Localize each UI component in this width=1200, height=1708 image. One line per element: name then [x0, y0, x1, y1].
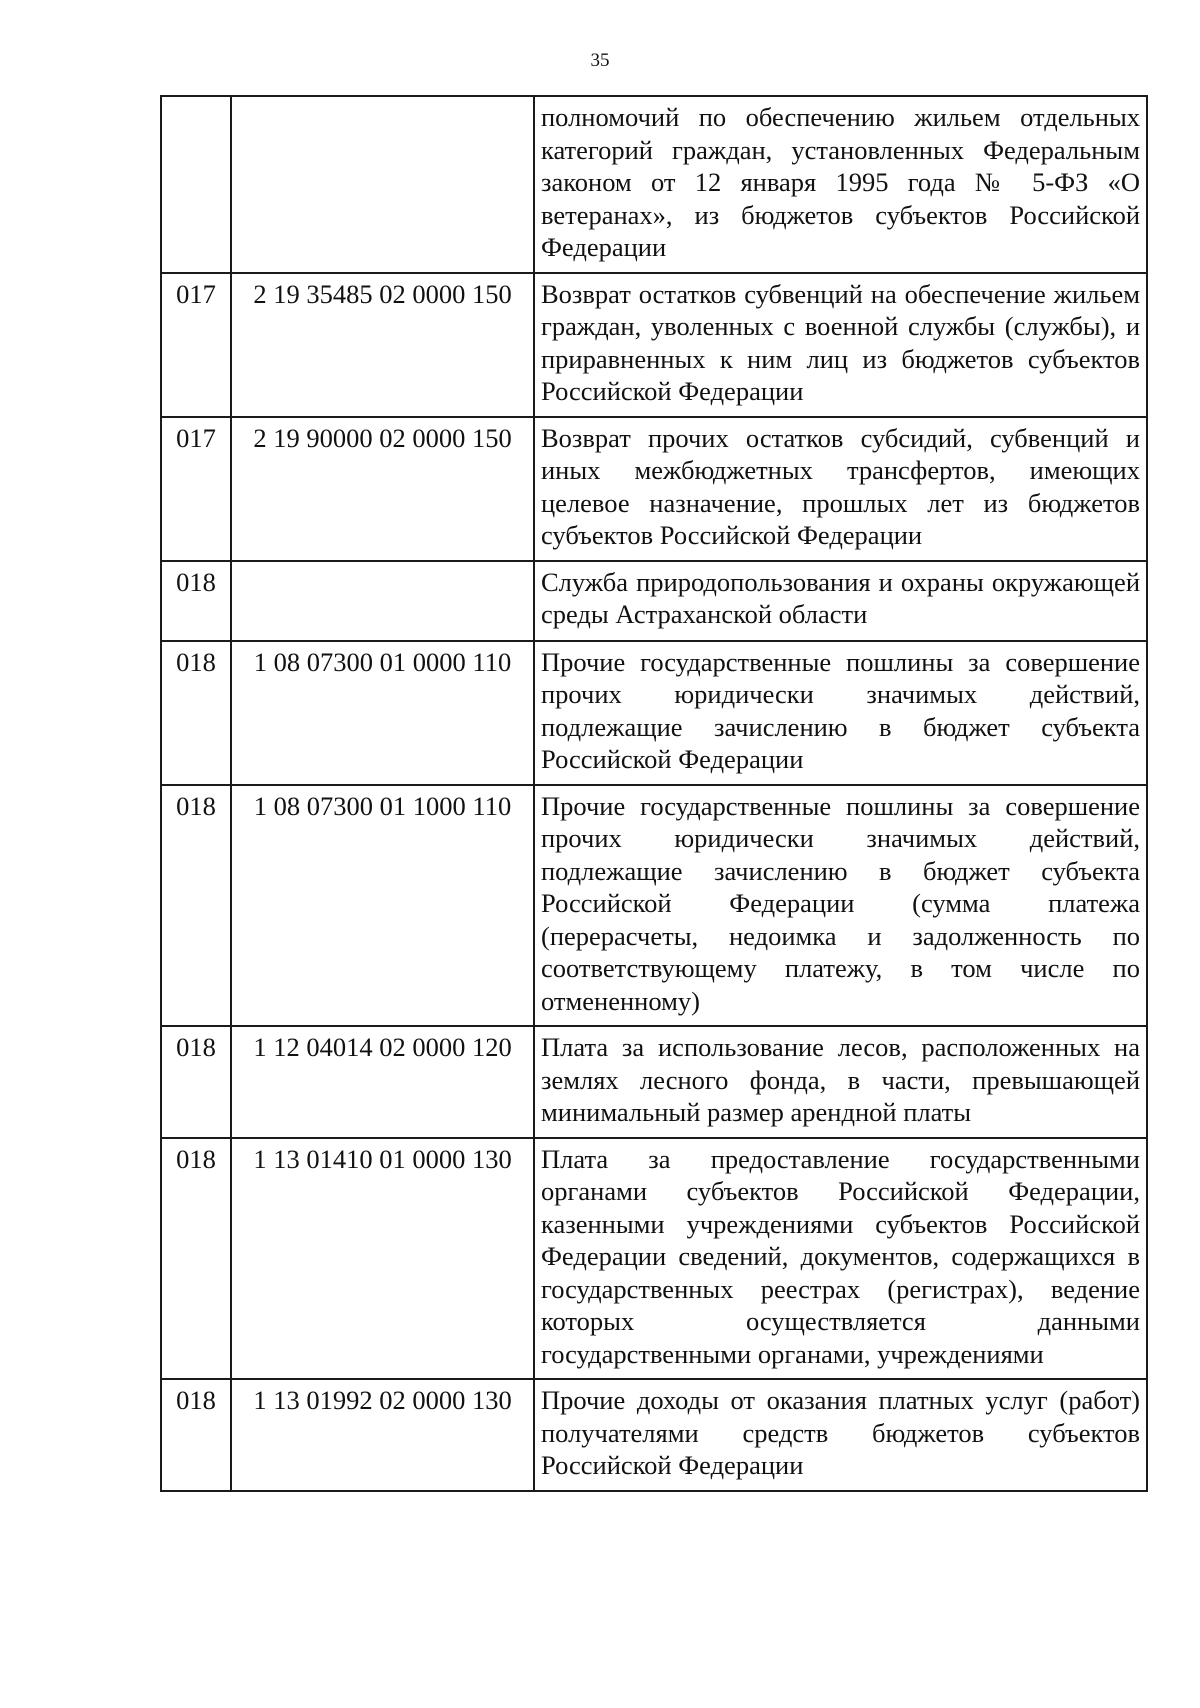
admin-code-cell: 017 — [161, 417, 231, 561]
table-row — [161, 641, 1147, 785]
kbk-code-cell: 1 13 01410 01 0000 130 — [231, 1138, 534, 1380]
revenue-name-cell: полномочий по обеспечению жильем отдельных категорий граждан, установленных Федеральным законом от 12 января 1995 года № 5-ФЗ «О ветеранах», из бюджетов субъектов Российской Федерации — [534, 96, 1147, 273]
kbk-code-cell: 1 13 01992 02 0000 130 — [231, 1379, 534, 1491]
revenue-codes-table — [160, 95, 1148, 1492]
kbk-code-cell: 1 08 07300 01 1000 110 — [231, 785, 534, 1027]
table-row — [161, 561, 1147, 641]
kbk-code-cell: 2 19 35485 02 0000 150 — [231, 273, 534, 417]
kbk-code-cell: 1 12 04014 02 0000 120 — [231, 1026, 534, 1138]
revenue-name-cell: Плата за предоставление государственными органами субъектов Российской Федерации, казенными учреждениями субъектов Российской Федерации сведений, документов, содержащихся в государственных реестрах (регистрах), ведение которых осуществляется данными государственными органами, учреждениями — [534, 1138, 1147, 1380]
revenue-name-cell: Прочие доходы от оказания платных услуг (работ) получателями средств бюджетов субъектов Российской Федерации — [534, 1379, 1147, 1491]
admin-code-cell: 018 — [161, 1379, 231, 1491]
kbk-code-cell — [231, 96, 534, 273]
revenue-name-cell: Прочие государственные пошлины за совершение прочих юридически значимых действий, подлежащие зачислению в бюджет субъекта Российской Федерации — [534, 641, 1147, 785]
revenue-name-cell: Прочие государственные пошлины за совершение прочих юридически значимых действий, подлежащие зачислению в бюджет субъекта Российской Федерации (сумма платежа (перерасчеты, недоимка и задолженность по соответствующему платежу, в том числе по отмененному) — [534, 785, 1147, 1027]
admin-code-cell — [161, 96, 231, 273]
kbk-code-cell: 1 08 07300 01 0000 110 — [231, 641, 534, 785]
table-row — [161, 1026, 1147, 1138]
admin-code-cell: 018 — [161, 641, 231, 785]
table-row — [161, 96, 1147, 273]
admin-code-cell: 018 — [161, 1026, 231, 1138]
kbk-code-cell — [231, 561, 534, 641]
revenue-name-cell: Возврат остатков субвенций на обеспечение жильем граждан, уволенных с военной службы (службы), и приравненных к ним лиц из бюджетов субъектов Российской Федерации — [534, 273, 1147, 417]
table-row — [161, 417, 1147, 561]
admin-code-cell: 018 — [161, 561, 231, 641]
table-row — [161, 1138, 1147, 1380]
admin-code-cell: 018 — [161, 1138, 231, 1380]
table-row — [161, 273, 1147, 417]
table-row — [161, 785, 1147, 1027]
admin-code-cell: 018 — [161, 785, 231, 1027]
revenue-name-cell: Возврат прочих остатков субсидий, субвенций и иных межбюджетных трансфертов, имеющих целевое назначение, прошлых лет из бюджетов субъектов Российской Федерации — [534, 417, 1147, 561]
revenue-name-cell: Плата за использование лесов, расположенных на землях лесного фонда, в части, превышающей минимальный размер арендной платы — [534, 1026, 1147, 1138]
page-number: 35 — [590, 50, 610, 71]
table-row — [161, 1379, 1147, 1491]
admin-code-cell: 017 — [161, 273, 231, 417]
revenue-name-cell: Служба природопользования и охраны окружающей среды Астраханской области — [534, 561, 1147, 641]
kbk-code-cell: 2 19 90000 02 0000 150 — [231, 417, 534, 561]
